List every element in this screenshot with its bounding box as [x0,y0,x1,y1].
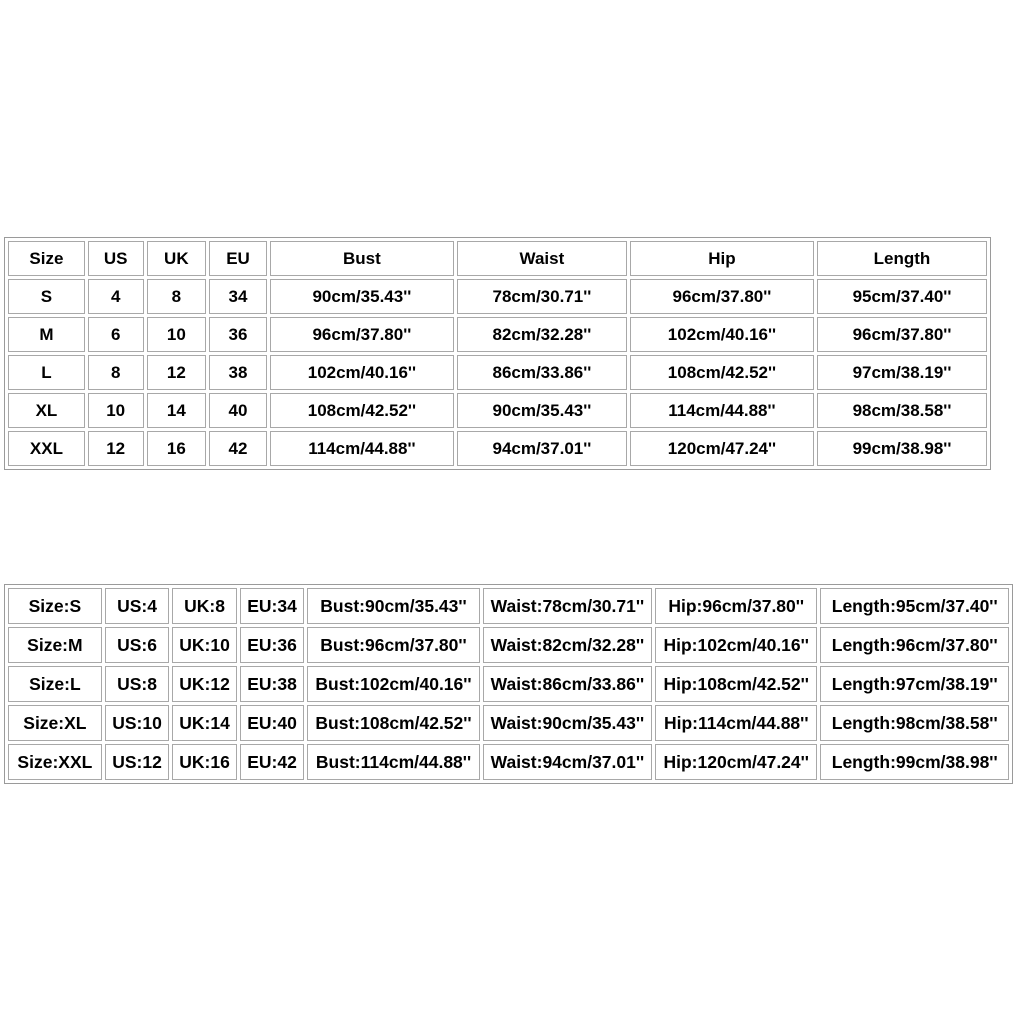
table-cell: US:4 [105,588,170,624]
header-cell-size: Size [8,241,85,276]
table-row [8,744,1009,780]
table-cell: 36 [209,317,267,352]
table-cell: Hip:120cm/47.24'' [655,744,817,780]
table-cell: UK:14 [172,705,237,741]
table-cell: Bust:96cm/37.80'' [307,627,479,663]
table-cell: Waist:94cm/37.01'' [483,744,652,780]
table-cell: XXL [8,431,85,466]
table-cell: XL [8,393,85,428]
table-cell: Length:97cm/38.19'' [820,666,1009,702]
table-cell: 114cm/44.88'' [630,393,814,428]
table-cell: US:6 [105,627,170,663]
table-cell: Hip:96cm/37.80'' [655,588,817,624]
table-cell: Length:96cm/37.80'' [820,627,1009,663]
header-cell-bust: Bust [270,241,454,276]
size-chart-table [4,237,991,470]
table-cell: 40 [209,393,267,428]
table-row [8,666,1009,702]
header-cell-uk: UK [147,241,207,276]
table-row [8,317,987,352]
table-cell: 10 [147,317,207,352]
table-cell: Waist:78cm/30.71'' [483,588,652,624]
table-cell: 96cm/37.80'' [630,279,814,314]
table-cell: Hip:102cm/40.16'' [655,627,817,663]
header-cell-us: US [88,241,144,276]
table-cell: Size:L [8,666,102,702]
table-cell: Hip:114cm/44.88'' [655,705,817,741]
table-cell: 8 [88,355,144,390]
table-cell: 120cm/47.24'' [630,431,814,466]
header-cell-length: Length [817,241,987,276]
table-cell: EU:34 [240,588,305,624]
table-cell: S [8,279,85,314]
table-cell: Size:S [8,588,102,624]
table-cell: 96cm/37.80'' [817,317,987,352]
table-cell: 14 [147,393,207,428]
table-cell: Waist:90cm/35.43'' [483,705,652,741]
table-cell: Length:98cm/38.58'' [820,705,1009,741]
table-row [8,355,987,390]
header-cell-waist: Waist [457,241,627,276]
table-cell: 4 [88,279,144,314]
table-cell: EU:42 [240,744,305,780]
table-row [8,627,1009,663]
table-cell: EU:36 [240,627,305,663]
table-cell: Size:XXL [8,744,102,780]
table-cell: 38 [209,355,267,390]
table-cell: 94cm/37.01'' [457,431,627,466]
table-row [8,588,1009,624]
table-cell: 42 [209,431,267,466]
table-cell: 90cm/35.43'' [457,393,627,428]
table-cell: UK:8 [172,588,237,624]
table-row [8,431,987,466]
table-cell: 12 [147,355,207,390]
table-cell: 108cm/42.52'' [630,355,814,390]
table-cell: Size:XL [8,705,102,741]
table-cell: Waist:82cm/32.28'' [483,627,652,663]
table-header-row [8,241,987,276]
table-cell: 86cm/33.86'' [457,355,627,390]
table-cell: 99cm/38.98'' [817,431,987,466]
table-cell: 102cm/40.16'' [630,317,814,352]
table-cell: Bust:108cm/42.52'' [307,705,479,741]
table-cell: Waist:86cm/33.86'' [483,666,652,702]
size-label-table [4,584,1013,784]
table-cell: Bust:90cm/35.43'' [307,588,479,624]
table-cell: 97cm/38.19'' [817,355,987,390]
table-cell: UK:16 [172,744,237,780]
table-cell: 95cm/37.40'' [817,279,987,314]
table-cell: 16 [147,431,207,466]
table-cell: US:10 [105,705,170,741]
table-cell: EU:38 [240,666,305,702]
table-cell: US:8 [105,666,170,702]
table-cell: 34 [209,279,267,314]
header-cell-hip: Hip [630,241,814,276]
table-cell: 78cm/30.71'' [457,279,627,314]
table-cell: UK:12 [172,666,237,702]
table-row [8,705,1009,741]
table-cell: 6 [88,317,144,352]
table-cell: Bust:114cm/44.88'' [307,744,479,780]
table-cell: Bust:102cm/40.16'' [307,666,479,702]
table-cell: 98cm/38.58'' [817,393,987,428]
table-cell: EU:40 [240,705,305,741]
table-cell: L [8,355,85,390]
table-cell: 102cm/40.16'' [270,355,454,390]
table-cell: 8 [147,279,207,314]
table-cell: 10 [88,393,144,428]
table-cell: 12 [88,431,144,466]
table-cell: Hip:108cm/42.52'' [655,666,817,702]
table-cell: 114cm/44.88'' [270,431,454,466]
table-cell: M [8,317,85,352]
table-cell: 96cm/37.80'' [270,317,454,352]
table-cell: 108cm/42.52'' [270,393,454,428]
table-cell: 82cm/32.28'' [457,317,627,352]
table-cell: Length:95cm/37.40'' [820,588,1009,624]
table-cell: US:12 [105,744,170,780]
table-row [8,279,987,314]
table-row [8,393,987,428]
table-cell: Size:M [8,627,102,663]
table-cell: 90cm/35.43'' [270,279,454,314]
header-cell-eu: EU [209,241,267,276]
table-cell: Length:99cm/38.98'' [820,744,1009,780]
table-cell: UK:10 [172,627,237,663]
